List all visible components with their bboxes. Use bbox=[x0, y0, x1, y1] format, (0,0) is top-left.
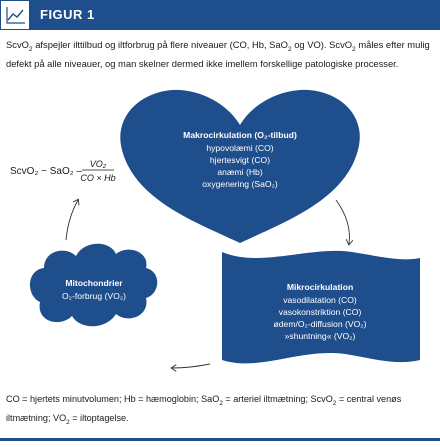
micro-line: ødem/O₂-diffusion (VO₂) bbox=[273, 319, 367, 329]
macro-line: hypovolæmi (CO) bbox=[206, 143, 274, 153]
arrow-macro-to-micro bbox=[336, 200, 349, 244]
arrow-mito-to-formula bbox=[66, 200, 78, 240]
micro-line: vasodilatation (CO) bbox=[283, 295, 357, 305]
arrow-micro-to-mito bbox=[172, 364, 210, 368]
formula-lhs: ScvO₂ ~ SaO₂ – bbox=[10, 166, 82, 177]
footnote: CO = hjertets minutvolumen; Hb = hæmoglobin; SaO$_2$ = arteriel iltmætning; ScvO$_2$ = central venøs iltmætning; $VO_2$ = iltoptagelse. bbox=[6, 394, 402, 426]
macro-line: hjertesvigt (CO) bbox=[209, 155, 271, 165]
micro-line: vasokonstriktion (CO) bbox=[278, 307, 362, 317]
formula bbox=[10, 159, 116, 183]
figure-title: FIGUR 1 bbox=[40, 7, 95, 22]
macro-title: Makrocirkulation (O₂-tilbud) bbox=[183, 130, 297, 140]
macro-line: anæmi (Hb) bbox=[217, 167, 263, 177]
formula-denominator: CO × Hb bbox=[80, 173, 116, 183]
intro-text: ScvO$_2$ afspejler ilttilbud og iltforbrug på flere niveauer (CO, Hb, SaO$_2$ og VO). ScvO$_2$ måles efter mulig defekt på alle niveauer, og man skelner dermed ikke imellem forskellige patologiske processer. bbox=[6, 39, 430, 69]
mito-title: Mitochondrier bbox=[65, 278, 123, 288]
micro-title: Mikrocirkulation bbox=[286, 282, 354, 292]
micro-line: »shuntning« (VO₂) bbox=[284, 331, 356, 341]
formula-numerator: VO₂ bbox=[89, 159, 107, 169]
mito-line: O₂-forbrug (VO₂) bbox=[62, 291, 126, 301]
micro-text bbox=[274, 282, 367, 341]
macro-line: oxygenering (SaO₂) bbox=[202, 179, 278, 189]
bottom-rule bbox=[0, 438, 440, 441]
